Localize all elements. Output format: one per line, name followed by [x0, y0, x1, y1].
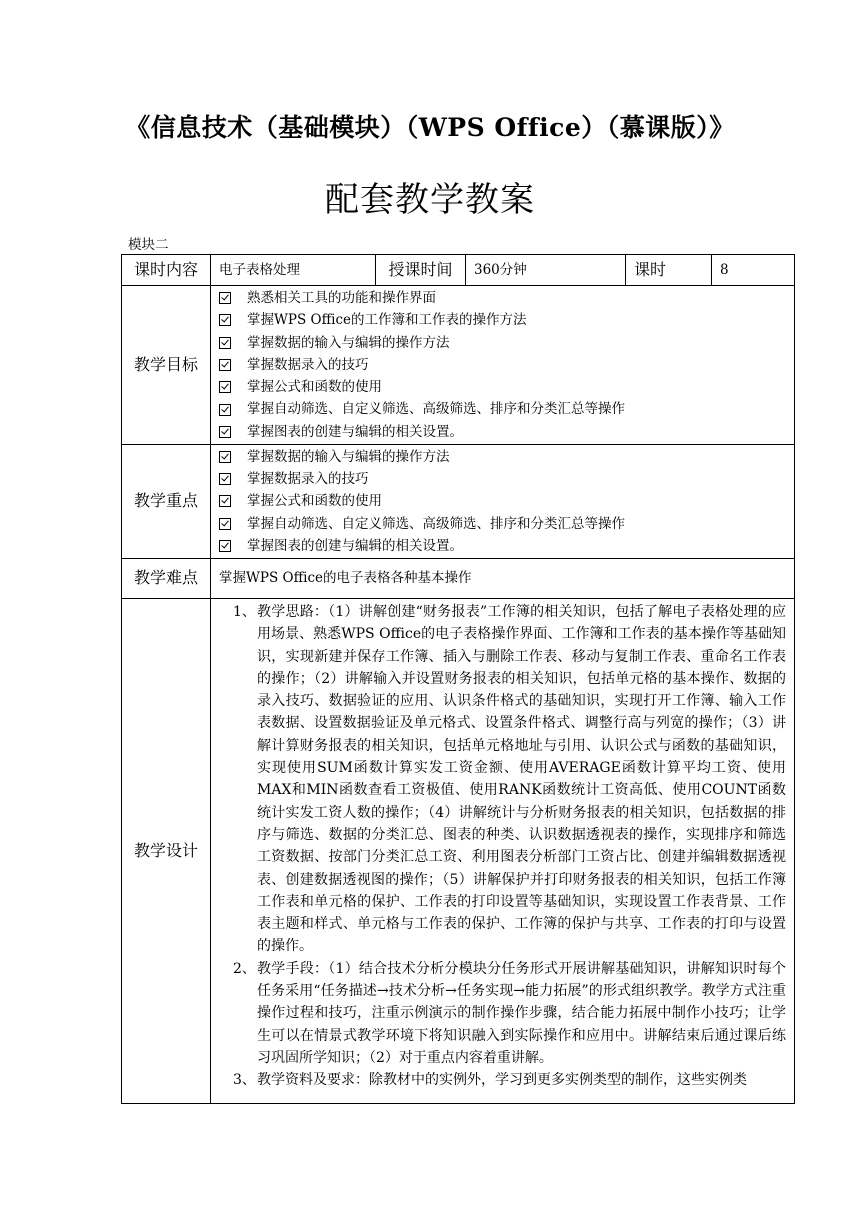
header-row: [122, 255, 795, 286]
list-item: [219, 354, 786, 376]
time-value: 360分钟: [466, 255, 626, 286]
difficulty-row: [122, 559, 795, 599]
document-title: 《信息技术（基础模块）（WPS Office）（慕课版）》: [125, 113, 735, 142]
checkbox-checked-icon: [219, 426, 231, 438]
key-points-list: [219, 446, 786, 557]
checkbox-checked-icon: [219, 540, 231, 552]
difficulty-label: 教学难点: [122, 559, 211, 599]
list-item: [219, 376, 786, 398]
key-points-row: [122, 445, 795, 559]
list-item-text: 掌握数据录入的技巧: [247, 471, 369, 488]
design-row: [122, 599, 795, 1104]
list-item-text: 掌握数据录入的技巧: [247, 356, 369, 373]
time-label: 授课时间: [376, 255, 466, 286]
difficulty-value: 掌握WPS Office的电子表格各种基本操作: [211, 559, 795, 599]
checkbox-checked-icon: [219, 359, 231, 371]
list-item-number: 3、: [233, 1072, 256, 1089]
checkbox-checked-icon: [219, 404, 231, 416]
list-item: [219, 535, 786, 557]
list-item: [219, 421, 786, 443]
objectives-label: 教学目标: [122, 286, 211, 445]
list-item: [219, 958, 786, 1069]
checkbox-checked-icon: [219, 518, 231, 530]
list-item: [219, 398, 786, 420]
list-item: [219, 446, 786, 468]
list-item: [219, 287, 786, 309]
list-item-text: 掌握WPS Office的工作簿和工作表的操作方法: [247, 312, 527, 329]
content-value: 电子表格处理: [211, 255, 376, 286]
list-item-text: 掌握公式和函数的使用: [247, 493, 382, 510]
key-points-label: 教学重点: [122, 445, 211, 559]
design-cell: [211, 599, 795, 1104]
list-item-text: 掌握公式和函数的使用: [247, 379, 382, 396]
checkbox-checked-icon: [219, 314, 231, 326]
list-item-text: 掌握图表的创建与编辑的相关设置。: [247, 537, 463, 554]
list-item-text: 教学思路：（1）讲解创建“财务报表”工作簿的相关知识，包括了解电子表格处理的应用场景、熟悉WPS Office的电子表格操作界面、工作簿和工作表的基本操作等基础知识，实现新建并保存工作簿、插入与删除工作表、移动与复制工作表、重命名工作表的操作；（2）讲解输入并设置财务报表的相关知识，包括单元格的基本操作、数据的录入技巧、数据验证的应用、认识条件格式的基础知识，实现打开工作簿、输入工作表数据、设置数据验证及单元格式、设置条件格式、调整行高与列宽的操作；（3）讲解计算财务报表的相关知识，包括单元格地址与引用、认识公式与函数的基础知识，实现使用SUM函数计算实发工资金额、使用AVERAGE函数计算平均工资、使用MAX和MIN函数查看工资极值、使用RANK函数统计工资高低、使用COUNT函数统计实发工资人数的操作；（4）讲解统计与分析财务报表的相关知识，包括数据的排序与筛选、数据的分类汇总、图表的种类、认识数据透视表的操作，实现排序和筛选工资数据、按部门分类汇总工资、利用图表分析部门工资占比、创建并编辑数据透视表、创建数据透视图的操作；（5）讲解保护并打印财务报表的相关知识，包括工作簿工作表和单元格的保护、工作表的打印设置等基础知识，实现设置工作表背景、工作表主题和样式、单元格与工作表的保护、工作簿的保护与共享、工作表的打印与设置的操作。: [257, 604, 786, 955]
lesson-plan-table: [121, 254, 795, 1104]
module-label: 模块二: [128, 237, 169, 253]
list-item-text: 掌握图表的创建与编辑的相关设置。: [247, 423, 463, 440]
document-subtitle: 配套教学教案: [325, 180, 535, 220]
list-item: [219, 309, 786, 331]
objectives-row: [122, 286, 795, 445]
list-item-text: 熟悉相关工具的功能和操作界面: [247, 289, 436, 306]
design-label: 教学设计: [122, 599, 211, 1104]
list-item: [219, 1069, 786, 1091]
hours-label: 课时: [626, 255, 712, 286]
checkbox-checked-icon: [219, 381, 231, 393]
list-item: [219, 332, 786, 354]
objectives-cell: [211, 286, 795, 445]
list-item-number: 2、: [233, 960, 256, 977]
list-item-text: 掌握数据的输入与编辑的操作方法: [247, 334, 450, 351]
list-item-number: 1、: [233, 604, 256, 620]
list-item-text: 掌握自动筛选、自定义筛选、高级筛选、排序和分类汇总等操作: [247, 515, 625, 532]
list-item-text: 掌握自动筛选、自定义筛选、高级筛选、排序和分类汇总等操作: [247, 401, 625, 418]
key-points-cell: [211, 445, 795, 559]
list-item-text: 教学资料及要求：除教材中的实例外，学习到更多实例类型的制作，这些实例类: [257, 1072, 747, 1089]
list-item: [219, 601, 786, 958]
checkbox-checked-icon: [219, 451, 231, 463]
list-item-text: 教学手段：（1）结合技术分析分模块分任务形式开展讲解基础知识，讲解知识时每个任务采用“任务描述→技术分析→任务实现→能力拓展”的形式组织教学。教学方式注重操作过程和技巧，注重示例演示的制作操作步骤，结合能力拓展中制作小技巧；让学生可以在情景式教学环境下将知识融入到实际操作和应用中。讲解结束后通过课后练习巩固所学知识；（2）对于重点内容着重讲解。: [257, 960, 786, 1066]
checkbox-checked-icon: [219, 495, 231, 507]
checkbox-checked-icon: [219, 292, 231, 304]
list-item: [219, 513, 786, 535]
list-item: [219, 490, 786, 512]
list-item: [219, 468, 786, 490]
checkbox-checked-icon: [219, 473, 231, 485]
design-list: [219, 601, 786, 1092]
hours-value: 8: [712, 255, 795, 286]
content-label: 课时内容: [122, 255, 211, 286]
checkbox-checked-icon: [219, 337, 231, 349]
list-item-text: 掌握数据的输入与编辑的操作方法: [247, 448, 450, 465]
objectives-list: [219, 287, 786, 443]
